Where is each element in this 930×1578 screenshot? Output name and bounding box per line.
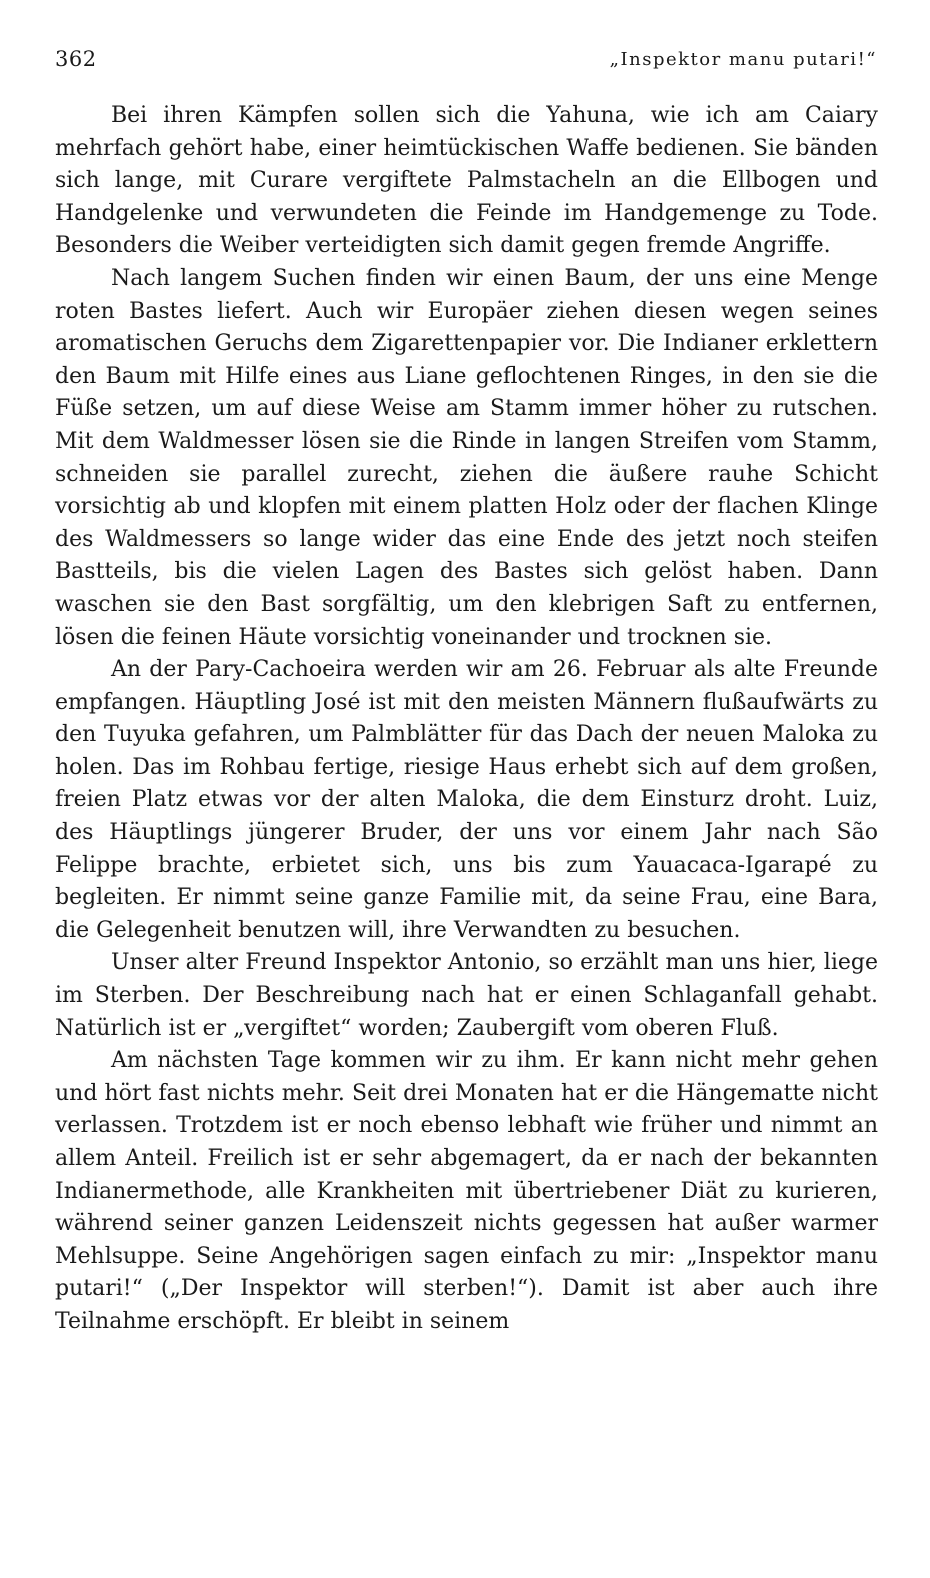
paragraph: Bei ihren Kämpfen sollen sich die Yahuna, wie ich am Caiary mehrfach gehört habe, einer heimtückischen Waffe bedienen. Sie bänden sich lange, mit Curare vergiftete Palmstacheln an die Ellbogen und Handgelenke und verwundeten die Feinde im Handgemenge zu Tode. Besonders die Weiber verteidigten sich damit gegen fremde Angriffe. <box>55 103 878 259</box>
running-head <box>55 47 877 77</box>
paragraph: An der Pary-Cachoeira werden wir am 26. Februar als alte Freunde empfangen. Häuptling José ist mit den meisten Männern flußaufwärts zu den Tuyuka gefahren, um Palmblätter für das Dach der neuen Maloka zu holen. Das im Rohbau fertige, riesige Haus erhebt sich auf dem großen, freien Platz etwas vor der alten Maloka, die dem Einsturz droht. Luiz, des Häuptlings jüngerer Bruder, der uns vor einem Jahr nach São Felippe brachte, erbietet sich, uns bis zum Yauacaca-Igarapé zu begleiten. Er nimmt seine ganze Familie mit, da seine Frau, eine Bara, die Gelegenheit benutzen will, ihre Verwandten zu besuchen. <box>55 657 878 943</box>
paragraph: Nach langem Suchen finden wir einen Baum, der uns eine Menge roten Bastes liefert. Auch wir Europäer ziehen diesen wegen seines aromatischen Geruchs dem Zigarettenpapier vor. Die Indianer erklettern den Baum mit Hilfe eines aus Liane geflochtenen Ringes, in den sie die Füße setzen, um auf diese Weise am Stamm immer höher zu rutschen. Mit dem Waldmesser lösen sie die Rinde in langen Streifen vom Stamm, schneiden sie parallel zurecht, ziehen die äußere rauhe Schicht vorsichtig ab und klopfen mit einem platten Holz oder der flachen Klinge des Waldmessers so lange wider das eine Ende des jetzt noch steifen Bastteils, bis die vielen Lagen des Bastes sich gelöst haben. Dann waschen sie den Bast sorgfältig, um den klebrigen Saft zu entfernen, lösen die feinen Häute vorsichtig voneinander und trocknen sie. <box>55 265 878 650</box>
paragraph: Am nächsten Tage kommen wir zu ihm. Er kann nicht mehr gehen und hört fast nichts mehr. Seit drei Monaten hat er die Hängematte nicht verlassen. Trotzdem ist er noch ebenso lebhaft wie früher und nimmt an allem Anteil. Freilich ist er sehr abgemagert, da er nach der bekannten Indianermethode, alle Krankheiten mit übertriebener Diät zu kurieren, während seiner ganzen Leidenszeit nichts gegessen hat außer warmer Mehlsuppe. Seine Angehörigen sagen einfach zu mir: „Inspektor manu putari!“ („Der Inspektor will sterben!“). Damit ist aber auch ihre Teilnahme erschöpft. Er bleibt in seinem <box>55 1048 878 1334</box>
paragraph: Unser alter Freund Inspektor Antonio, so erzählt man uns hier, liege im Sterben. Der Beschreibung nach hat er einen Schlaganfall gehabt. Natürlich ist er „vergiftet“ worden; Zaubergift vom oberen Fluß. <box>55 950 878 1041</box>
running-title: „Inspektor manu putari!“ <box>609 49 877 70</box>
page-number: 362 <box>55 47 97 71</box>
body-text <box>55 100 878 1339</box>
